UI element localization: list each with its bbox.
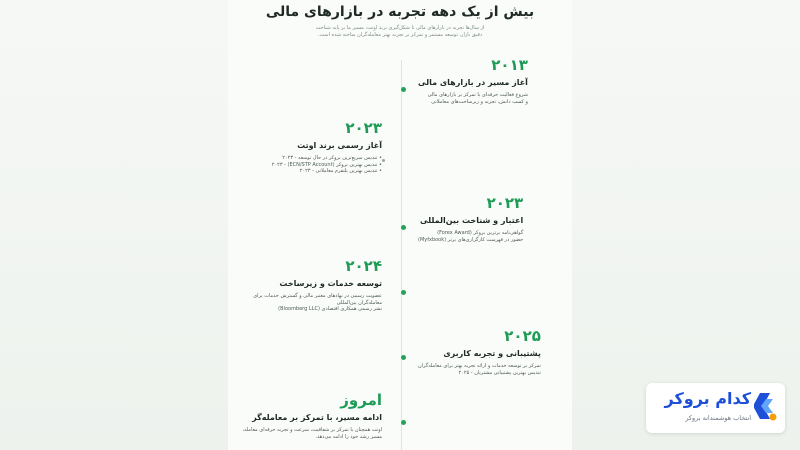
timeline-entry-2023-brand bbox=[272, 120, 382, 175]
timeline-line: تندیس بهترین پشتیبانی مشتریان - ۲۰۲۵ bbox=[458, 369, 541, 376]
timeline-line: شروع فعالیت حرفه‌ای با تمرکز بر بازارهای مالی bbox=[427, 92, 528, 98]
timeline-entry-2025 bbox=[418, 328, 541, 376]
timeline-year: ۲۰۲۴ bbox=[345, 257, 382, 275]
timeline-line: گواهی‌نامه برترین بروکر (Forex Award) bbox=[437, 230, 524, 236]
timeline-line: معامله‌گران بین‌المللی bbox=[336, 299, 382, 306]
timeline-dot bbox=[401, 420, 406, 425]
timeline-line: • تندیس بهترین پلتفرم معاملاتی - ۲۰۲۳ bbox=[299, 168, 382, 174]
timeline-year: ۲۰۲۳ bbox=[486, 194, 524, 212]
brand-logo-icon bbox=[754, 391, 778, 421]
page-intro bbox=[300, 25, 500, 39]
timeline-line: حضور در فهرست کارگزاری‌های برتر (Myfxbook) bbox=[418, 236, 524, 243]
timeline-year: ۲۰۱۳ bbox=[491, 56, 528, 74]
timeline-title: آغاز رسمی برند اوتت bbox=[297, 141, 382, 150]
timeline-title: ادامه مسیر، با تمرکز بر معامله‌گر bbox=[252, 413, 382, 422]
brand-name: کدام بروکر bbox=[664, 389, 751, 408]
timeline-description bbox=[418, 92, 528, 105]
timeline-title: آغاز مسیر در بازارهای مالی bbox=[418, 78, 528, 87]
timeline-dot bbox=[401, 355, 406, 360]
timeline-year: ۲۰۲۳ bbox=[345, 119, 382, 137]
intro-line: دقیق بازار، توسعه مستمر و تمرکز بر تجربه بهتر معامله‌گران ساخته شده است. bbox=[317, 32, 483, 38]
brand-tagline: انتخاب هوشمندانه بروکر bbox=[685, 414, 751, 422]
timeline-entry-2024 bbox=[253, 258, 382, 313]
timeline-dot bbox=[401, 290, 406, 295]
timeline-line: و کسب دانش، تجربه و زیرساخت‌های معاملاتی bbox=[431, 98, 528, 105]
timeline-description bbox=[272, 155, 382, 175]
timeline-dot bbox=[401, 225, 406, 230]
timeline-description bbox=[253, 293, 382, 313]
timeline-entry-2023-intl bbox=[418, 195, 523, 243]
timeline-line: • تندیس بهترین بروکر (ECN/STP Account) - ۲۰۲۳ bbox=[271, 161, 382, 168]
timeline-title: پشتیبانی و تجربه کاربری bbox=[443, 349, 541, 358]
timeline-description bbox=[418, 230, 523, 243]
timeline-line: تمرکز بر توسعه خدمات و ارائه تجربه بهتر برای معامله‌گران bbox=[418, 363, 541, 369]
timeline-line: مسیر رشد خود را ادامه می‌دهد. bbox=[315, 433, 382, 440]
left-background bbox=[0, 0, 228, 450]
timeline-line: عضویت رسمی در نهادهای معتبر مالی و گسترش خدمات برای bbox=[253, 293, 382, 299]
timeline-axis bbox=[401, 60, 402, 450]
page-title: بیش از یک دهه تجربه در بازارهای مالی bbox=[265, 4, 535, 20]
timeline-title: اعتبار و شناخت بین‌المللی bbox=[419, 216, 524, 225]
intro-line: از سال‌ها تجربه در بازارهای مالی تا شکل‌گیری برند اوتت، مسیر ما بر پایه شناخت bbox=[315, 25, 485, 31]
timeline-line: اوتت همچنان با تمرکز بر شفافیت، سرعت و تجربه حرفه‌ای معامله، bbox=[242, 427, 382, 433]
timeline-entry-today bbox=[242, 392, 382, 440]
timeline-title: توسعه خدمات و زیرساخت bbox=[279, 279, 382, 288]
timeline-dot bbox=[382, 159, 385, 162]
timeline-year: امروز bbox=[340, 391, 382, 409]
timeline-entry-2013 bbox=[418, 57, 528, 105]
timeline-description bbox=[242, 427, 382, 440]
brand-badge[interactable] bbox=[646, 383, 785, 433]
timeline-year: ۲۰۲۵ bbox=[504, 327, 541, 345]
timeline-line: نشر رسمی همکاری اقتصادی (Bloomberg LLC) bbox=[278, 306, 382, 312]
timeline-dot bbox=[401, 87, 406, 92]
timeline-line: • تندیس سریع‌ترین بروکر در حال توسعه - ۲۰۲۳ bbox=[282, 155, 382, 161]
timeline-description bbox=[418, 363, 541, 376]
